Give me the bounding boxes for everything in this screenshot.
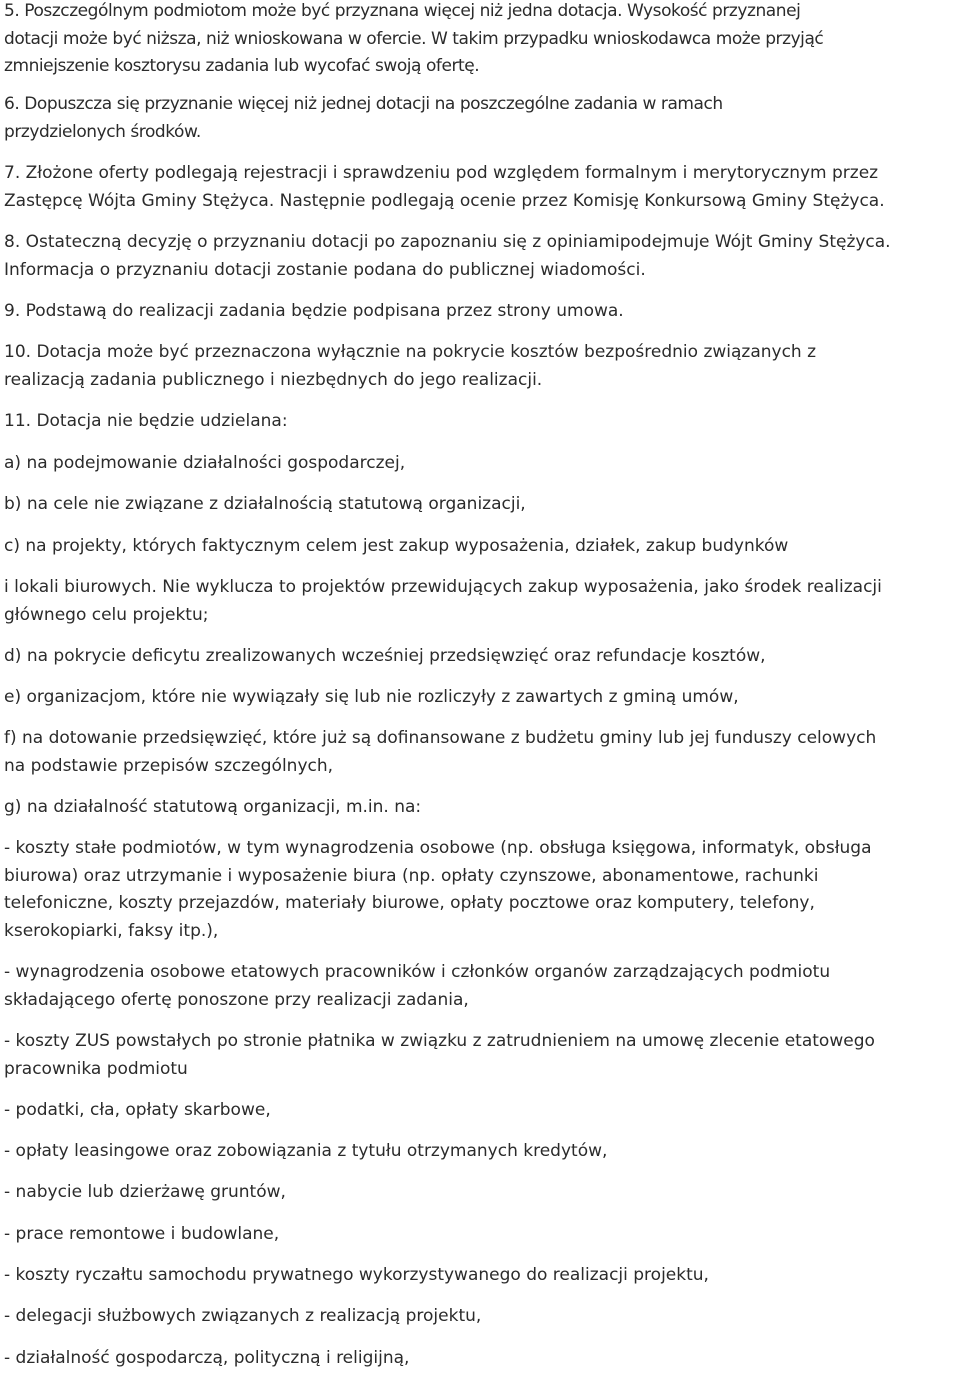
text-line: na podstawie przepisów szczególnych, [4,755,334,776]
text-line: kserokopiarki, faksy itp.), [4,920,219,941]
paragraph-p9 [4,298,624,326]
paragraph-pk10 [4,1345,409,1373]
text-line: b) na cele nie związane z działalnością statutową organizacji, [4,494,526,514]
text-line: - koszty stałe podmiotów, w tym wynagrodzenia osobowe (np. obsługa księgowa, informatyk, obsługa [4,838,872,858]
text-line: zmniejszenie kosztorysu zadania lub wycofać swoją ofertę. [4,56,480,77]
text-line: - wynagrodzenia osobowe etatowych pracowników i członków organów zarządzających podmiotu [4,962,831,982]
text-line: e) organizacjom, które nie wywiązały się lub nie rozliczyły z zawartych z gminą umów, [4,687,739,707]
text-line: - koszty ZUS powstałych po stronie płatnika w związku z zatrudnieniem na umowę zlecenie etatowego [4,1031,875,1051]
paragraph-pk1 [4,835,872,945]
text-line: d) na pokrycie deficytu zrealizowanych wcześniej przedsięwzięć oraz refundacje kosztów, [4,646,766,666]
text-line: Zastępcę Wójta Gminy Stężyca. Następnie podlegają ocenie przez Komisję Konkursową Gminy Stężyca. [4,190,885,211]
text-line: przydzielonych środków. [4,121,201,142]
paragraph-pk2 [4,959,830,1014]
paragraph-pc2 [4,574,882,629]
text-line: 10. Dotacja może być przeznaczona wyłącznie na pokrycie kosztów bezpośrednio związanych z [4,342,817,362]
paragraph-p7 [4,160,885,215]
paragraph-pk8 [4,1262,709,1290]
paragraph-p11 [4,408,288,436]
paragraph-p5 [4,0,823,81]
paragraph-pa [4,450,405,478]
text-line: - opłaty leasingowe oraz zobowiązania z tytułu otrzymanych kredytów, [4,1141,608,1161]
paragraph-pk7 [4,1221,279,1249]
text-line: a) na podejmowanie działalności gospodarczej, [4,453,406,473]
paragraph-p6 [4,91,723,146]
text-line: realizacją zadania publicznego i niezbędnych do jego realizacji. [4,369,543,390]
paragraph-pk6 [4,1179,286,1207]
paragraph-pd [4,643,766,671]
text-line: głównego celu projektu; [4,604,209,625]
text-line: 9. Podstawą do realizacji zadania będzie podpisana przez strony umowa. [4,301,624,321]
text-line: składającego ofertę ponoszone przy realizacji zadania, [4,989,469,1010]
text-line: - koszty ryczałtu samochodu prywatnego wykorzystywanego do realizacji projektu, [4,1265,709,1285]
text-line: 11. Dotacja nie będzie udzielana: [4,411,288,431]
paragraph-pg [4,794,421,822]
text-line: biurowa) oraz utrzymanie i wyposażenie biura (np. opłaty czynszowe, abonamentowe, rachunki [4,865,819,886]
text-line: telefoniczne, koszty przejazdów, materiały biurowe, opłaty pocztowe oraz komputery, telefony, [4,893,815,914]
text-line: - prace remontowe i budowlane, [4,1224,280,1244]
paragraph-pb [4,491,526,519]
paragraph-pc [4,533,788,561]
text-line: - nabycie lub dzierżawę gruntów, [4,1182,286,1202]
paragraph-pf [4,725,876,780]
text-line: f) na dotowanie przedsięwzięć, które już są dofinansowane z budżetu gminy lub jej funduszy celowych [4,728,877,748]
text-line: - działalność gospodarczą, polityczną i religijną, [4,1348,410,1368]
text-line: 7. Złożone oferty podlegają rejestracji i sprawdzeniu pod względem formalnym i merytorycznym przez [4,163,879,183]
text-line: Informacja o przyznaniu dotacji zostanie podana do publicznej wiadomości. [4,259,646,280]
text-line: 8. Ostateczną decyzję o przyznaniu dotacji po zapoznaniu się z opiniamipodejmuje Wójt Gminy Stężyca. [4,232,891,252]
text-line: dotacji może być niższa, niż wnioskowana w ofercie. W takim przypadku wnioskodawca może przyjąć [4,28,824,49]
paragraph-pk5 [4,1138,607,1166]
paragraph-p10 [4,339,816,394]
text-line: pracownika podmiotu [4,1058,188,1079]
text-line: - delegacji służbowych związanych z realizacją projektu, [4,1306,482,1326]
paragraph-pk3 [4,1028,875,1083]
text-line: 5. Poszczególnym podmiotom może być przyznana więcej niż jedna dotacja. Wysokość przyznanej [4,1,801,21]
paragraph-p8 [4,229,891,284]
text-line: i lokali biurowych. Nie wyklucza to projektów przewidujących zakup wyposażenia, jako środek realizacji [4,577,882,597]
text-line: g) na działalność statutową organizacji, m.in. na: [4,797,422,817]
text-line: - podatki, cła, opłaty skarbowe, [4,1100,271,1120]
paragraph-pk4 [4,1097,271,1125]
text-line: 6. Dopuszcza się przyznanie więcej niż jednej dotacji na poszczególne zadania w ramach [4,94,723,114]
text-line: c) na projekty, których faktycznym celem jest zakup wyposażenia, działek, zakup budynków [4,536,789,556]
paragraph-pe [4,684,739,712]
paragraph-pk9 [4,1303,481,1331]
